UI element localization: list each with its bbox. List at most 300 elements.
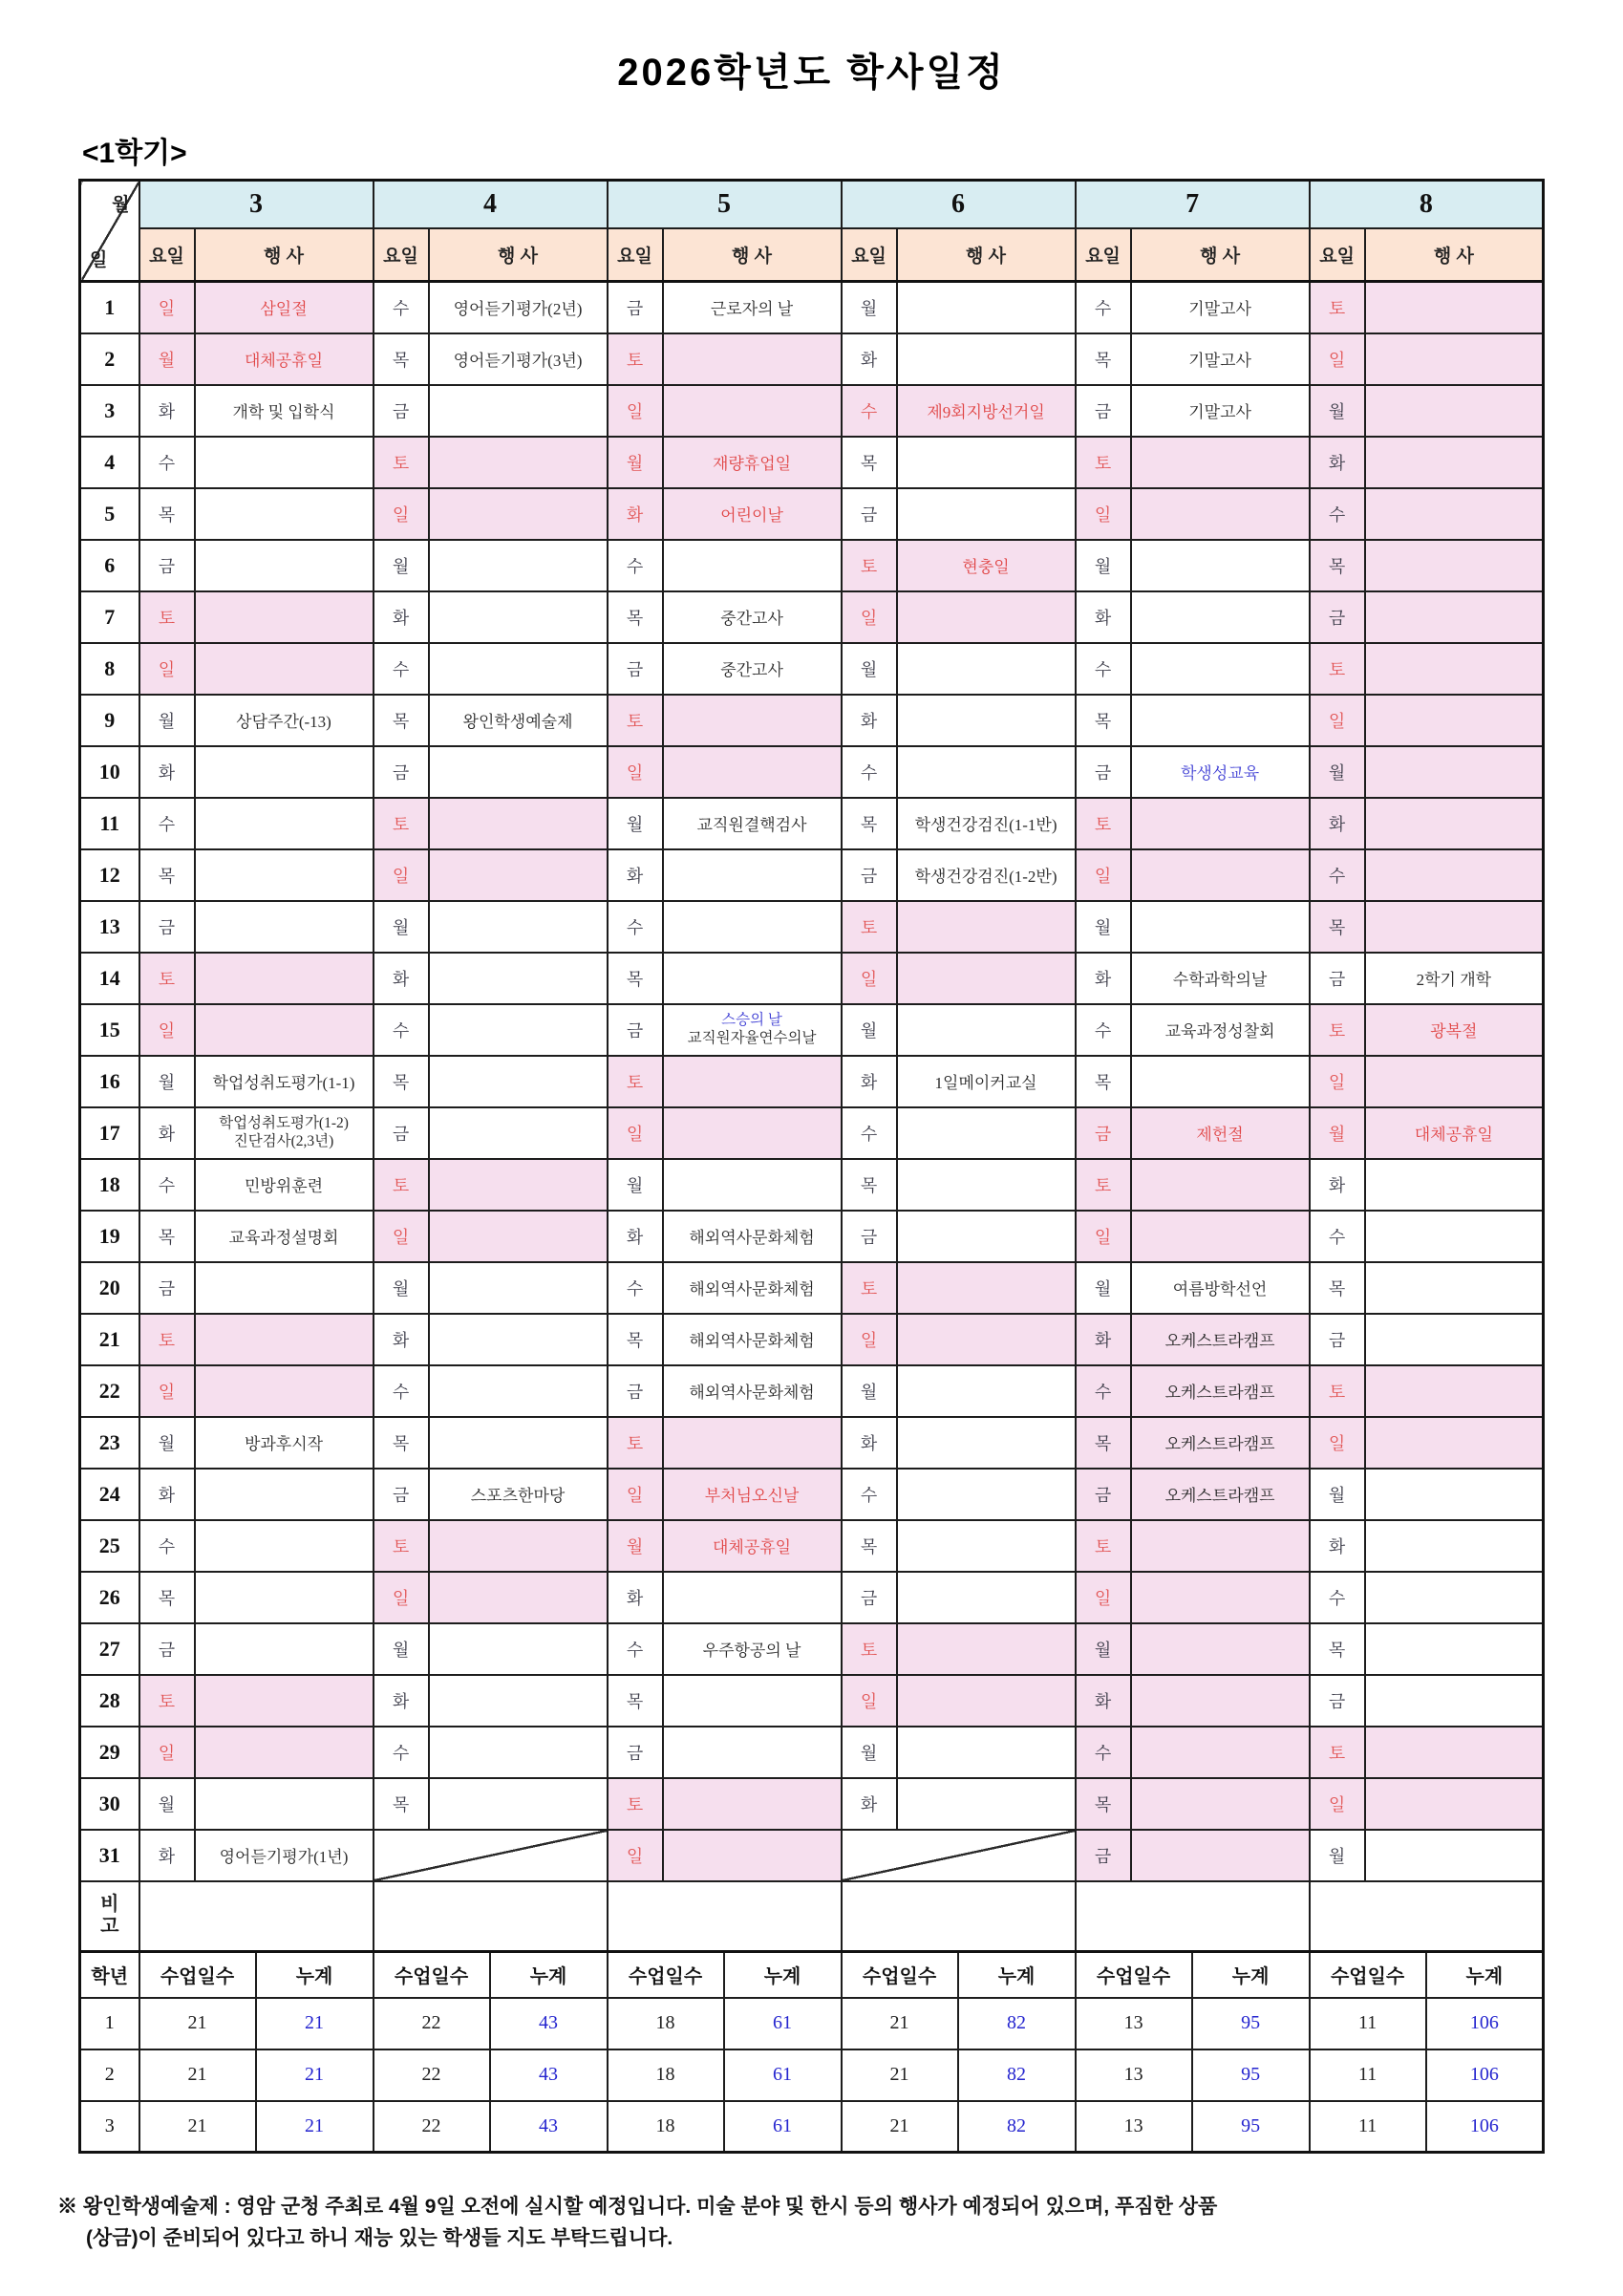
date-cell: 9	[80, 695, 139, 746]
event-cell	[195, 849, 374, 901]
event-cell	[1365, 1314, 1544, 1365]
dow-cell: 월	[842, 1727, 897, 1778]
event-cell	[195, 1417, 374, 1469]
dow-cell: 금	[374, 746, 429, 798]
cumulative-value: 106	[1426, 2049, 1544, 2101]
event-cell	[1131, 901, 1310, 953]
event-cell	[195, 1159, 374, 1211]
event-text: 어린이날	[720, 506, 783, 525]
event-text: 기말고사	[1188, 300, 1251, 319]
event-cell	[195, 437, 374, 488]
dow-cell: 수	[1310, 488, 1365, 540]
event-cell	[195, 1004, 374, 1056]
dow-cell: 월	[842, 282, 897, 333]
event-cell	[1131, 333, 1310, 385]
dow-cell: 수	[1310, 1211, 1365, 1262]
dow-cell: 금	[608, 1365, 663, 1417]
dow-cell: 일	[1310, 1417, 1365, 1469]
dow-cell: 토	[374, 437, 429, 488]
event-cell	[429, 1159, 608, 1211]
cumulative-header: 누계	[1192, 1952, 1310, 1998]
dow-cell: 토	[1310, 282, 1365, 333]
event-cell	[195, 695, 374, 746]
date-cell: 22	[80, 1365, 139, 1417]
event-header: 행 사	[195, 228, 374, 282]
dow-cell: 수	[374, 1365, 429, 1417]
event-text: 해외역사문화체험	[689, 1332, 815, 1350]
remark-cell	[842, 1881, 1076, 1952]
event-text: 삼일절	[260, 300, 308, 319]
dow-cell: 월	[374, 1623, 429, 1675]
dow-cell: 월	[842, 643, 897, 695]
cumulative-header: 누계	[1426, 1952, 1544, 1998]
event-cell	[429, 333, 608, 385]
dow-cell: 화	[374, 953, 429, 1004]
event-cell	[429, 1469, 608, 1520]
dow-cell: 목	[1310, 1623, 1365, 1675]
dow-cell: 월	[1310, 1469, 1365, 1520]
event-text: 현충일	[962, 558, 1010, 576]
dow-cell: 목	[842, 798, 897, 849]
event-cell	[897, 540, 1076, 591]
event-cell	[429, 591, 608, 643]
event-text: 해외역사문화체험	[689, 1229, 815, 1247]
dow-cell: 토	[1076, 1159, 1131, 1211]
dow-cell: 일	[139, 1004, 195, 1056]
event-cell	[195, 282, 374, 333]
event-cell	[663, 591, 842, 643]
remark-cell	[1310, 1881, 1544, 1952]
dow-cell: 금	[842, 849, 897, 901]
dow-cell: 수	[842, 746, 897, 798]
attendance-days-value: 11	[1310, 1998, 1426, 2049]
date-cell: 8	[80, 643, 139, 695]
event-cell	[1365, 1675, 1544, 1727]
dow-cell: 수	[374, 282, 429, 333]
dow-cell: 화	[1310, 1159, 1365, 1211]
event-text: 학업성취도평가(1-2)	[219, 1114, 349, 1131]
event-cell	[195, 1520, 374, 1572]
event-cell	[1365, 901, 1544, 953]
dow-cell: 금	[842, 1572, 897, 1623]
footnote	[57, 2192, 1576, 2254]
event-text: 우주항공의 날	[702, 1642, 801, 1660]
cumulative-value: 95	[1192, 1998, 1310, 2049]
event-cell	[1365, 1778, 1544, 1830]
dow-cell: 수	[1076, 643, 1131, 695]
dow-cell: 일	[842, 591, 897, 643]
event-cell	[897, 643, 1076, 695]
dow-cell: 목	[374, 1417, 429, 1469]
attendance-days-header: 수업일수	[1076, 1952, 1192, 1998]
event-text: 근로자의 날	[710, 300, 794, 319]
event-cell	[1365, 798, 1544, 849]
cumulative-header: 누계	[256, 1952, 374, 1998]
dow-cell: 목	[842, 1159, 897, 1211]
event-cell	[897, 1262, 1076, 1314]
event-cell	[1365, 643, 1544, 695]
dow-cell: 일	[1076, 1211, 1131, 1262]
event-cell	[897, 591, 1076, 643]
cumulative-header: 누계	[958, 1952, 1076, 1998]
event-cell	[1365, 1469, 1544, 1520]
attendance-days-header: 수업일수	[139, 1952, 256, 1998]
date-cell: 15	[80, 1004, 139, 1056]
dow-cell: 월	[139, 333, 195, 385]
event-cell	[1131, 849, 1310, 901]
event-cell	[663, 1623, 842, 1675]
event-cell	[195, 953, 374, 1004]
cumulative-value: 21	[256, 2049, 374, 2101]
dow-cell: 화	[374, 1314, 429, 1365]
dow-cell: 화	[1310, 437, 1365, 488]
dow-cell: 토	[1310, 1004, 1365, 1056]
event-text: 교직원결핵검사	[696, 816, 807, 834]
attendance-days-value: 21	[139, 2049, 256, 2101]
dow-cell: 금	[139, 1623, 195, 1675]
dow-cell: 금	[1076, 1469, 1131, 1520]
event-cell	[1131, 1727, 1310, 1778]
event-cell	[195, 1469, 374, 1520]
dow-cell: 목	[608, 591, 663, 643]
event-text: 대체공휴일	[712, 1538, 792, 1556]
event-text: 기말고사	[1188, 403, 1251, 421]
dow-cell: 토	[1076, 1520, 1131, 1572]
attendance-days-header: 수업일수	[1310, 1952, 1426, 1998]
cumulative-value: 61	[724, 2101, 842, 2153]
event-cell	[429, 695, 608, 746]
dow-cell: 목	[374, 695, 429, 746]
dow-cell: 토	[608, 333, 663, 385]
no-date-slash-cell	[842, 1830, 1076, 1881]
event-cell	[663, 1727, 842, 1778]
dow-cell: 토	[374, 798, 429, 849]
dow-cell: 금	[608, 282, 663, 333]
dow-cell: 화	[139, 1830, 195, 1881]
event-cell	[1131, 385, 1310, 437]
event-cell	[429, 1107, 608, 1159]
event-text: 1일메이커교실	[934, 1074, 1037, 1092]
dow-cell: 일	[608, 746, 663, 798]
cumulative-value: 82	[958, 1998, 1076, 2049]
dow-cell: 월	[1076, 1262, 1131, 1314]
dow-cell: 화	[1076, 1675, 1131, 1727]
event-cell	[195, 488, 374, 540]
event-cell	[897, 1159, 1076, 1211]
event-cell	[429, 1417, 608, 1469]
dow-cell: 목	[842, 1520, 897, 1572]
date-cell: 28	[80, 1675, 139, 1727]
attendance-days-header: 수업일수	[842, 1952, 958, 1998]
event-cell	[195, 1107, 374, 1159]
event-header: 행 사	[429, 228, 608, 282]
date-cell: 21	[80, 1314, 139, 1365]
attendance-days-value: 21	[139, 1998, 256, 2049]
event-cell	[429, 746, 608, 798]
event-cell	[1365, 1262, 1544, 1314]
event-cell	[663, 488, 842, 540]
dow-header: 요일	[842, 228, 897, 282]
remark-cell	[608, 1881, 842, 1952]
event-cell	[429, 643, 608, 695]
attendance-days-value: 21	[842, 1998, 958, 2049]
cumulative-value: 21	[256, 2101, 374, 2153]
dow-cell: 수	[608, 1262, 663, 1314]
event-cell	[1365, 1365, 1544, 1417]
dow-cell: 일	[139, 643, 195, 695]
event-cell	[1131, 1314, 1310, 1365]
event-cell	[429, 1004, 608, 1056]
event-cell	[195, 1262, 374, 1314]
month-header: 3	[139, 181, 374, 228]
event-cell	[1131, 746, 1310, 798]
event-cell	[429, 1056, 608, 1107]
event-cell	[1131, 1004, 1310, 1056]
dow-cell: 일	[1310, 333, 1365, 385]
dow-header: 요일	[374, 228, 429, 282]
event-cell	[663, 1211, 842, 1262]
event-cell	[663, 746, 842, 798]
event-cell	[429, 1365, 608, 1417]
attendance-days-value: 18	[608, 1998, 724, 2049]
dow-cell: 수	[608, 540, 663, 591]
dow-cell: 토	[139, 1675, 195, 1727]
dow-header: 요일	[1310, 228, 1365, 282]
dow-cell: 월	[1310, 385, 1365, 437]
dow-cell: 수	[139, 1520, 195, 1572]
date-cell: 1	[80, 282, 139, 333]
event-text: 학생건강검진(1-2반)	[914, 868, 1057, 886]
dow-cell: 수	[374, 1727, 429, 1778]
event-cell	[1131, 1623, 1310, 1675]
dow-cell: 화	[842, 1778, 897, 1830]
dow-cell: 목	[842, 437, 897, 488]
event-cell	[663, 1004, 842, 1056]
dow-cell: 금	[1310, 591, 1365, 643]
event-text: 스포츠한마당	[470, 1487, 566, 1505]
date-cell: 16	[80, 1056, 139, 1107]
date-cell: 4	[80, 437, 139, 488]
event-cell	[195, 746, 374, 798]
event-cell	[897, 1211, 1076, 1262]
event-text: 여름방학선언	[1172, 1280, 1268, 1298]
dow-cell: 토	[842, 1262, 897, 1314]
dow-cell: 월	[139, 1417, 195, 1469]
event-text: 부처님오신날	[704, 1487, 800, 1505]
cumulative-header: 누계	[490, 1952, 608, 1998]
event-cell	[195, 1830, 374, 1881]
attendance-days-value: 22	[374, 1998, 490, 2049]
dow-cell: 월	[374, 1262, 429, 1314]
dow-cell: 수	[1310, 1572, 1365, 1623]
event-cell	[1365, 1417, 1544, 1469]
dow-cell: 목	[374, 1056, 429, 1107]
event-cell	[195, 540, 374, 591]
event-text: 대체공휴일	[1414, 1126, 1493, 1144]
event-cell	[429, 1675, 608, 1727]
dow-cell: 토	[139, 953, 195, 1004]
event-text: 재량휴업일	[712, 455, 792, 473]
dow-cell: 토	[1076, 437, 1131, 488]
cumulative-value: 106	[1426, 1998, 1544, 2049]
event-cell	[897, 282, 1076, 333]
month-header: 4	[374, 181, 608, 228]
dow-cell: 목	[1076, 1778, 1131, 1830]
dow-cell: 일	[608, 1107, 663, 1159]
event-cell	[1131, 1675, 1310, 1727]
event-cell	[1131, 1056, 1310, 1107]
dow-cell: 목	[374, 333, 429, 385]
cumulative-header: 누계	[724, 1952, 842, 1998]
dow-cell: 목	[608, 1314, 663, 1365]
cumulative-value: 21	[256, 1998, 374, 2049]
event-cell	[429, 1314, 608, 1365]
dow-cell: 화	[608, 1211, 663, 1262]
event-text: 교육과정설명회	[228, 1229, 339, 1247]
dow-cell: 화	[608, 849, 663, 901]
dow-cell: 금	[374, 1107, 429, 1159]
event-cell	[195, 333, 374, 385]
event-cell	[663, 1778, 842, 1830]
dow-cell: 일	[139, 1727, 195, 1778]
event-cell	[1131, 1107, 1310, 1159]
event-cell	[429, 1727, 608, 1778]
event-cell	[1131, 1159, 1310, 1211]
event-text: 진단검사(2,3년)	[233, 1132, 334, 1149]
dow-cell: 수	[374, 1004, 429, 1056]
event-cell	[663, 1520, 842, 1572]
event-cell	[663, 1572, 842, 1623]
grade-cell: 3	[80, 2101, 139, 2153]
event-cell	[897, 901, 1076, 953]
event-cell	[1365, 1056, 1544, 1107]
calendar-table	[78, 179, 1545, 2154]
event-cell	[429, 798, 608, 849]
dow-cell: 화	[1310, 1520, 1365, 1572]
event-text: 해외역사문화체험	[689, 1280, 815, 1298]
attendance-days-value: 21	[842, 2049, 958, 2101]
dow-cell: 목	[139, 1572, 195, 1623]
date-cell: 23	[80, 1417, 139, 1469]
event-cell	[429, 1262, 608, 1314]
event-text: 해외역사문화체험	[689, 1384, 815, 1402]
dow-header: 요일	[139, 228, 195, 282]
dow-cell: 화	[608, 488, 663, 540]
month-header: 7	[1076, 181, 1310, 228]
event-cell	[429, 282, 608, 333]
dow-cell: 월	[374, 540, 429, 591]
event-text: 상담주간(-13)	[236, 713, 331, 731]
date-cell: 14	[80, 953, 139, 1004]
event-cell	[663, 1056, 842, 1107]
dow-cell: 수	[139, 1159, 195, 1211]
grade-column-header: 학년	[80, 1952, 139, 1998]
dow-cell: 화	[1310, 798, 1365, 849]
dow-cell: 금	[608, 643, 663, 695]
dow-cell: 금	[1310, 1675, 1365, 1727]
dow-cell: 금	[374, 1469, 429, 1520]
cumulative-value: 43	[490, 2049, 608, 2101]
dow-cell: 토	[1310, 1365, 1365, 1417]
dow-cell: 일	[842, 953, 897, 1004]
event-cell	[663, 1159, 842, 1211]
event-cell	[429, 385, 608, 437]
event-text: 학생성교육	[1181, 764, 1260, 783]
remark-cell	[139, 1881, 374, 1952]
event-cell	[1365, 1520, 1544, 1572]
event-cell	[663, 1107, 842, 1159]
date-cell: 17	[80, 1107, 139, 1159]
event-cell	[429, 1623, 608, 1675]
dow-cell: 화	[139, 385, 195, 437]
dow-cell: 토	[139, 591, 195, 643]
dow-cell: 월	[1310, 1107, 1365, 1159]
dow-cell: 토	[1310, 643, 1365, 695]
attendance-days-value: 22	[374, 2101, 490, 2153]
event-cell	[897, 1107, 1076, 1159]
dow-cell: 월	[1076, 901, 1131, 953]
event-header: 행 사	[1365, 228, 1544, 282]
event-text: 교직원자율연수의날	[687, 1029, 817, 1046]
event-cell	[897, 1056, 1076, 1107]
date-cell: 19	[80, 1211, 139, 1262]
attendance-days-value: 21	[139, 2101, 256, 2153]
event-cell	[663, 1469, 842, 1520]
event-cell	[663, 1365, 842, 1417]
dow-cell: 월	[608, 798, 663, 849]
event-text: 오케스트라캠프	[1164, 1384, 1275, 1402]
dow-cell: 목	[1076, 333, 1131, 385]
event-text: 제헌절	[1196, 1126, 1244, 1144]
event-cell	[663, 849, 842, 901]
dow-cell: 수	[842, 1469, 897, 1520]
event-cell	[429, 488, 608, 540]
event-cell	[1365, 1211, 1544, 1262]
event-cell	[1131, 540, 1310, 591]
event-text: 대체공휴일	[244, 352, 324, 370]
event-cell	[1131, 695, 1310, 746]
date-cell: 5	[80, 488, 139, 540]
event-cell	[195, 1727, 374, 1778]
cumulative-value: 43	[490, 2101, 608, 2153]
event-text: 기말고사	[1188, 352, 1251, 370]
event-cell	[1131, 437, 1310, 488]
attendance-days-value: 13	[1076, 2049, 1192, 2101]
dow-cell: 수	[842, 385, 897, 437]
dow-cell: 일	[608, 1830, 663, 1881]
month-header: 8	[1310, 181, 1544, 228]
attendance-days-value: 13	[1076, 2101, 1192, 2153]
dow-cell: 토	[374, 1159, 429, 1211]
dow-cell: 금	[842, 1211, 897, 1262]
event-cell	[1365, 1004, 1544, 1056]
event-cell	[1365, 591, 1544, 643]
dow-cell: 일	[1310, 695, 1365, 746]
dow-cell: 토	[842, 901, 897, 953]
date-cell: 10	[80, 746, 139, 798]
event-cell	[195, 901, 374, 953]
event-cell	[1365, 1107, 1544, 1159]
dow-header: 요일	[1076, 228, 1131, 282]
dow-cell: 월	[139, 1056, 195, 1107]
date-cell: 29	[80, 1727, 139, 1778]
cumulative-value: 82	[958, 2049, 1076, 2101]
corner-day-label: 일	[90, 250, 108, 270]
event-cell	[663, 282, 842, 333]
dow-cell: 화	[842, 695, 897, 746]
event-text: 개학 및 입학식	[232, 403, 335, 421]
event-cell	[1365, 1727, 1544, 1778]
